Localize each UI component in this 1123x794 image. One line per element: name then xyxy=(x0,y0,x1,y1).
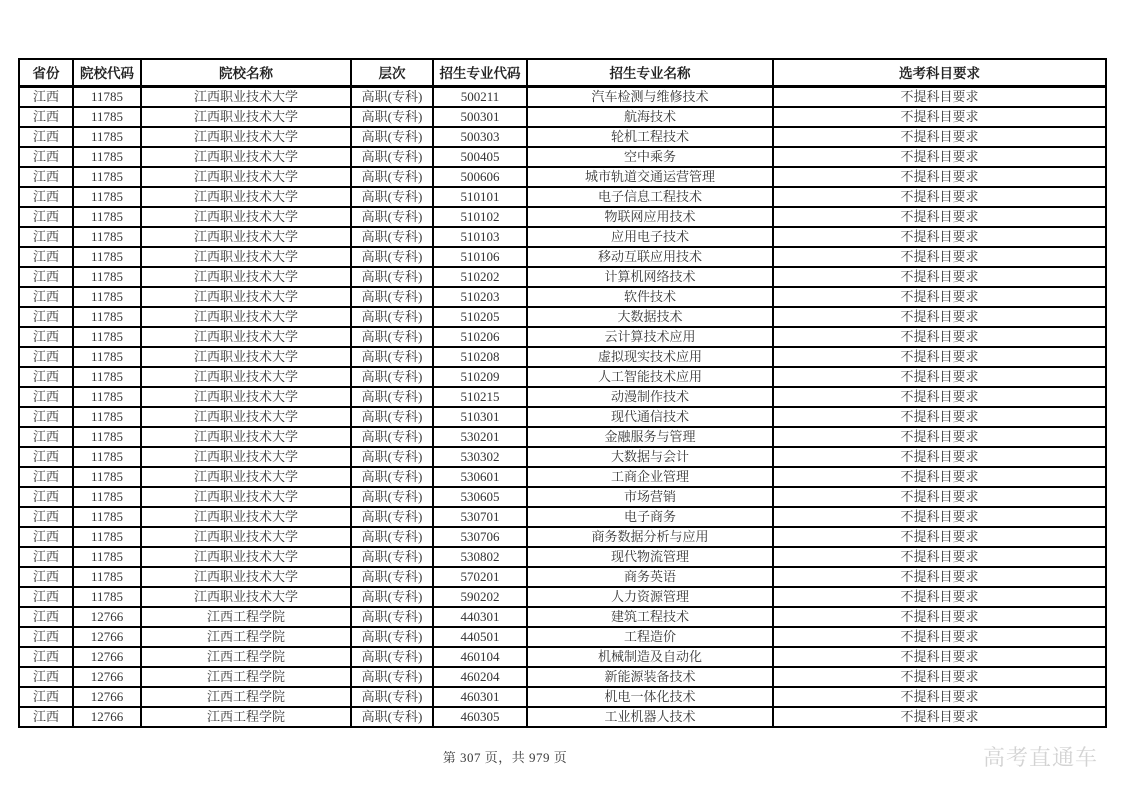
cell-province: 江西 xyxy=(19,127,73,147)
cell-institution-code: 11785 xyxy=(73,327,141,347)
cell-major-code: 570201 xyxy=(433,567,527,587)
cell-major-code: 510206 xyxy=(433,327,527,347)
cell-institution-code: 11785 xyxy=(73,86,141,107)
page-indicator: 第 307 页，共 979 页 xyxy=(442,750,568,765)
cell-province: 江西 xyxy=(19,607,73,627)
cell-major-name: 计算机网络技术 xyxy=(527,267,773,287)
cell-institution-code: 11785 xyxy=(73,187,141,207)
cell-major-code: 510215 xyxy=(433,387,527,407)
cell-subject-requirements: 不提科目要求 xyxy=(773,307,1106,327)
cell-province: 江西 xyxy=(19,167,73,187)
cell-province: 江西 xyxy=(19,227,73,247)
cell-major-code: 460305 xyxy=(433,707,527,727)
cell-major-code: 460204 xyxy=(433,667,527,687)
cell-major-name: 现代物流管理 xyxy=(527,547,773,567)
cell-institution-name: 江西职业技术大学 xyxy=(141,267,351,287)
cell-institution-name: 江西职业技术大学 xyxy=(141,427,351,447)
cell-institution-code: 11785 xyxy=(73,567,141,587)
table-row xyxy=(19,547,1106,567)
cell-level: 高职(专科) xyxy=(351,267,433,287)
table-row xyxy=(19,567,1106,587)
cell-subject-requirements: 不提科目要求 xyxy=(773,327,1106,347)
cell-major-code: 440301 xyxy=(433,607,527,627)
cell-institution-name: 江西职业技术大学 xyxy=(141,467,351,487)
cell-major-name: 移动互联应用技术 xyxy=(527,247,773,267)
column-header-level: 层次 xyxy=(351,59,433,86)
cell-institution-code: 12766 xyxy=(73,707,141,727)
cell-province: 江西 xyxy=(19,527,73,547)
table-row xyxy=(19,627,1106,647)
cell-institution-name: 江西职业技术大学 xyxy=(141,447,351,467)
cell-major-code: 510101 xyxy=(433,187,527,207)
cell-subject-requirements: 不提科目要求 xyxy=(773,407,1106,427)
cell-province: 江西 xyxy=(19,627,73,647)
cell-institution-code: 11785 xyxy=(73,107,141,127)
cell-institution-name: 江西职业技术大学 xyxy=(141,147,351,167)
cell-major-code: 530701 xyxy=(433,507,527,527)
cell-province: 江西 xyxy=(19,407,73,427)
cell-province: 江西 xyxy=(19,587,73,607)
cell-major-code: 510106 xyxy=(433,247,527,267)
cell-subject-requirements: 不提科目要求 xyxy=(773,367,1106,387)
cell-institution-code: 11785 xyxy=(73,347,141,367)
table-row xyxy=(19,367,1106,387)
cell-subject-requirements: 不提科目要求 xyxy=(773,527,1106,547)
cell-subject-requirements: 不提科目要求 xyxy=(773,287,1106,307)
cell-institution-code: 11785 xyxy=(73,207,141,227)
cell-subject-requirements: 不提科目要求 xyxy=(773,227,1106,247)
cell-institution-code: 11785 xyxy=(73,307,141,327)
table-row xyxy=(19,147,1106,167)
column-header-province: 省份 xyxy=(19,59,73,86)
cell-level: 高职(专科) xyxy=(351,147,433,167)
cell-level: 高职(专科) xyxy=(351,86,433,107)
cell-subject-requirements: 不提科目要求 xyxy=(773,667,1106,687)
cell-province: 江西 xyxy=(19,327,73,347)
cell-subject-requirements: 不提科目要求 xyxy=(773,387,1106,407)
cell-institution-name: 江西工程学院 xyxy=(141,707,351,727)
cell-institution-name: 江西职业技术大学 xyxy=(141,347,351,367)
table-row xyxy=(19,327,1106,347)
cell-province: 江西 xyxy=(19,207,73,227)
column-header-major-name: 招生专业名称 xyxy=(527,59,773,86)
admissions-majors-table xyxy=(18,58,1107,728)
cell-level: 高职(专科) xyxy=(351,167,433,187)
cell-major-code: 510208 xyxy=(433,347,527,367)
cell-major-name: 虚拟现实技术应用 xyxy=(527,347,773,367)
table-row xyxy=(19,247,1106,267)
cell-major-name: 机电一体化技术 xyxy=(527,687,773,707)
cell-province: 江西 xyxy=(19,427,73,447)
cell-institution-code: 11785 xyxy=(73,227,141,247)
cell-major-name: 航海技术 xyxy=(527,107,773,127)
cell-institution-name: 江西工程学院 xyxy=(141,687,351,707)
cell-institution-code: 11785 xyxy=(73,407,141,427)
cell-level: 高职(专科) xyxy=(351,567,433,587)
column-header-subject-requirements: 选考科目要求 xyxy=(773,59,1106,86)
cell-institution-name: 江西职业技术大学 xyxy=(141,247,351,267)
cell-subject-requirements: 不提科目要求 xyxy=(773,587,1106,607)
cell-institution-name: 江西职业技术大学 xyxy=(141,387,351,407)
cell-province: 江西 xyxy=(19,647,73,667)
cell-institution-name: 江西职业技术大学 xyxy=(141,507,351,527)
cell-institution-code: 11785 xyxy=(73,587,141,607)
cell-level: 高职(专科) xyxy=(351,407,433,427)
cell-institution-name: 江西工程学院 xyxy=(141,647,351,667)
table-row xyxy=(19,427,1106,447)
cell-major-name: 应用电子技术 xyxy=(527,227,773,247)
cell-level: 高职(专科) xyxy=(351,307,433,327)
table-row xyxy=(19,487,1106,507)
cell-major-code: 530201 xyxy=(433,427,527,447)
table-row xyxy=(19,227,1106,247)
cell-level: 高职(专科) xyxy=(351,707,433,727)
cell-level: 高职(专科) xyxy=(351,447,433,467)
table-row xyxy=(19,267,1106,287)
cell-major-name: 建筑工程技术 xyxy=(527,607,773,627)
cell-major-name: 电子信息工程技术 xyxy=(527,187,773,207)
cell-major-name: 动漫制作技术 xyxy=(527,387,773,407)
cell-institution-name: 江西职业技术大学 xyxy=(141,407,351,427)
cell-province: 江西 xyxy=(19,267,73,287)
cell-major-name: 工业机器人技术 xyxy=(527,707,773,727)
cell-level: 高职(专科) xyxy=(351,627,433,647)
table-row xyxy=(19,387,1106,407)
cell-major-name: 商务数据分析与应用 xyxy=(527,527,773,547)
cell-institution-code: 12766 xyxy=(73,647,141,667)
cell-institution-name: 江西职业技术大学 xyxy=(141,307,351,327)
cell-major-code: 500606 xyxy=(433,167,527,187)
cell-subject-requirements: 不提科目要求 xyxy=(773,427,1106,447)
cell-province: 江西 xyxy=(19,86,73,107)
cell-major-code: 500301 xyxy=(433,107,527,127)
cell-institution-code: 12766 xyxy=(73,627,141,647)
cell-institution-code: 11785 xyxy=(73,367,141,387)
cell-major-name: 汽车检测与维修技术 xyxy=(527,86,773,107)
cell-subject-requirements: 不提科目要求 xyxy=(773,187,1106,207)
cell-major-name: 大数据技术 xyxy=(527,307,773,327)
cell-province: 江西 xyxy=(19,447,73,467)
cell-institution-name: 江西职业技术大学 xyxy=(141,86,351,107)
table-row xyxy=(19,347,1106,367)
cell-province: 江西 xyxy=(19,107,73,127)
cell-subject-requirements: 不提科目要求 xyxy=(773,627,1106,647)
cell-major-name: 新能源装备技术 xyxy=(527,667,773,687)
cell-major-code: 510203 xyxy=(433,287,527,307)
cell-province: 江西 xyxy=(19,667,73,687)
cell-major-code: 510103 xyxy=(433,227,527,247)
cell-level: 高职(专科) xyxy=(351,507,433,527)
cell-level: 高职(专科) xyxy=(351,547,433,567)
table-row xyxy=(19,707,1106,727)
cell-institution-code: 11785 xyxy=(73,427,141,447)
cell-province: 江西 xyxy=(19,547,73,567)
table-row xyxy=(19,647,1106,667)
cell-institution-name: 江西工程学院 xyxy=(141,607,351,627)
cell-institution-name: 江西职业技术大学 xyxy=(141,287,351,307)
cell-institution-name: 江西职业技术大学 xyxy=(141,527,351,547)
cell-institution-name: 江西职业技术大学 xyxy=(141,487,351,507)
cell-province: 江西 xyxy=(19,367,73,387)
cell-level: 高职(专科) xyxy=(351,487,433,507)
cell-province: 江西 xyxy=(19,507,73,527)
cell-major-name: 物联网应用技术 xyxy=(527,207,773,227)
cell-subject-requirements: 不提科目要求 xyxy=(773,247,1106,267)
cell-level: 高职(专科) xyxy=(351,587,433,607)
cell-subject-requirements: 不提科目要求 xyxy=(773,207,1106,227)
cell-level: 高职(专科) xyxy=(351,247,433,267)
cell-province: 江西 xyxy=(19,307,73,327)
table-row xyxy=(19,407,1106,427)
cell-province: 江西 xyxy=(19,287,73,307)
cell-subject-requirements: 不提科目要求 xyxy=(773,447,1106,467)
table-row xyxy=(19,667,1106,687)
cell-level: 高职(专科) xyxy=(351,387,433,407)
cell-level: 高职(专科) xyxy=(351,347,433,367)
cell-institution-name: 江西职业技术大学 xyxy=(141,567,351,587)
cell-institution-name: 江西职业技术大学 xyxy=(141,367,351,387)
cell-institution-name: 江西职业技术大学 xyxy=(141,327,351,347)
table-row xyxy=(19,507,1106,527)
cell-institution-code: 11785 xyxy=(73,147,141,167)
cell-subject-requirements: 不提科目要求 xyxy=(773,567,1106,587)
table-row xyxy=(19,287,1106,307)
table-row xyxy=(19,587,1106,607)
cell-level: 高职(专科) xyxy=(351,187,433,207)
cell-subject-requirements: 不提科目要求 xyxy=(773,347,1106,367)
cell-subject-requirements: 不提科目要求 xyxy=(773,267,1106,287)
cell-major-code: 460301 xyxy=(433,687,527,707)
table-row xyxy=(19,467,1106,487)
cell-level: 高职(专科) xyxy=(351,327,433,347)
column-header-institution-name: 院校名称 xyxy=(141,59,351,86)
table-row xyxy=(19,127,1106,147)
cell-major-code: 440501 xyxy=(433,627,527,647)
cell-province: 江西 xyxy=(19,187,73,207)
cell-subject-requirements: 不提科目要求 xyxy=(773,507,1106,527)
cell-province: 江西 xyxy=(19,147,73,167)
cell-institution-code: 11785 xyxy=(73,527,141,547)
column-header-major-code: 招生专业代码 xyxy=(433,59,527,86)
watermark-brand: 高考直通车 xyxy=(983,745,1099,770)
table-body xyxy=(19,86,1106,727)
cell-level: 高职(专科) xyxy=(351,127,433,147)
cell-major-name: 人力资源管理 xyxy=(527,587,773,607)
cell-major-name: 云计算技术应用 xyxy=(527,327,773,347)
table-row xyxy=(19,107,1106,127)
cell-major-name: 大数据与会计 xyxy=(527,447,773,467)
cell-institution-code: 11785 xyxy=(73,127,141,147)
cell-major-code: 500303 xyxy=(433,127,527,147)
table-header-row xyxy=(19,59,1106,86)
cell-subject-requirements: 不提科目要求 xyxy=(773,647,1106,667)
cell-major-code: 530802 xyxy=(433,547,527,567)
cell-province: 江西 xyxy=(19,347,73,367)
cell-institution-code: 12766 xyxy=(73,667,141,687)
cell-major-name: 人工智能技术应用 xyxy=(527,367,773,387)
table-row xyxy=(19,86,1106,107)
cell-institution-name: 江西工程学院 xyxy=(141,667,351,687)
cell-institution-name: 江西职业技术大学 xyxy=(141,167,351,187)
cell-level: 高职(专科) xyxy=(351,427,433,447)
cell-institution-name: 江西职业技术大学 xyxy=(141,207,351,227)
table-row xyxy=(19,607,1106,627)
cell-level: 高职(专科) xyxy=(351,467,433,487)
table-row xyxy=(19,307,1106,327)
cell-institution-name: 江西职业技术大学 xyxy=(141,127,351,147)
cell-major-code: 530706 xyxy=(433,527,527,547)
cell-institution-code: 12766 xyxy=(73,607,141,627)
cell-institution-name: 江西职业技术大学 xyxy=(141,107,351,127)
cell-subject-requirements: 不提科目要求 xyxy=(773,547,1106,567)
cell-level: 高职(专科) xyxy=(351,287,433,307)
cell-level: 高职(专科) xyxy=(351,527,433,547)
cell-institution-code: 11785 xyxy=(73,487,141,507)
cell-province: 江西 xyxy=(19,687,73,707)
cell-major-code: 530302 xyxy=(433,447,527,467)
cell-subject-requirements: 不提科目要求 xyxy=(773,607,1106,627)
cell-institution-name: 江西职业技术大学 xyxy=(141,587,351,607)
cell-major-name: 软件技术 xyxy=(527,287,773,307)
cell-major-name: 现代通信技术 xyxy=(527,407,773,427)
cell-major-code: 510301 xyxy=(433,407,527,427)
table-row xyxy=(19,527,1106,547)
cell-province: 江西 xyxy=(19,567,73,587)
cell-level: 高职(专科) xyxy=(351,667,433,687)
cell-level: 高职(专科) xyxy=(351,227,433,247)
cell-institution-code: 11785 xyxy=(73,467,141,487)
table-row xyxy=(19,447,1106,467)
column-header-institution-code: 院校代码 xyxy=(73,59,141,86)
cell-major-name: 金融服务与管理 xyxy=(527,427,773,447)
cell-level: 高职(专科) xyxy=(351,647,433,667)
cell-province: 江西 xyxy=(19,487,73,507)
cell-major-code: 460104 xyxy=(433,647,527,667)
cell-subject-requirements: 不提科目要求 xyxy=(773,707,1106,727)
cell-institution-code: 11785 xyxy=(73,507,141,527)
cell-institution-name: 江西职业技术大学 xyxy=(141,187,351,207)
cell-province: 江西 xyxy=(19,247,73,267)
cell-institution-name: 江西工程学院 xyxy=(141,627,351,647)
cell-major-name: 机械制造及自动化 xyxy=(527,647,773,667)
cell-level: 高职(专科) xyxy=(351,687,433,707)
cell-level: 高职(专科) xyxy=(351,367,433,387)
cell-institution-name: 江西职业技术大学 xyxy=(141,227,351,247)
cell-major-code: 510202 xyxy=(433,267,527,287)
cell-major-code: 510102 xyxy=(433,207,527,227)
cell-subject-requirements: 不提科目要求 xyxy=(773,487,1106,507)
cell-subject-requirements: 不提科目要求 xyxy=(773,147,1106,167)
cell-institution-code: 11785 xyxy=(73,387,141,407)
table-row xyxy=(19,167,1106,187)
cell-subject-requirements: 不提科目要求 xyxy=(773,687,1106,707)
cell-major-name: 商务英语 xyxy=(527,567,773,587)
cell-level: 高职(专科) xyxy=(351,107,433,127)
cell-institution-code: 11785 xyxy=(73,287,141,307)
cell-province: 江西 xyxy=(19,387,73,407)
cell-major-name: 空中乘务 xyxy=(527,147,773,167)
cell-institution-code: 11785 xyxy=(73,547,141,567)
cell-subject-requirements: 不提科目要求 xyxy=(773,467,1106,487)
cell-major-name: 轮机工程技术 xyxy=(527,127,773,147)
cell-subject-requirements: 不提科目要求 xyxy=(773,127,1106,147)
cell-subject-requirements: 不提科目要求 xyxy=(773,107,1106,127)
cell-level: 高职(专科) xyxy=(351,607,433,627)
table-row xyxy=(19,207,1106,227)
table-row xyxy=(19,687,1106,707)
cell-province: 江西 xyxy=(19,707,73,727)
cell-major-name: 工程造价 xyxy=(527,627,773,647)
cell-major-code: 530605 xyxy=(433,487,527,507)
cell-major-name: 市场营销 xyxy=(527,487,773,507)
cell-province: 江西 xyxy=(19,467,73,487)
cell-major-code: 590202 xyxy=(433,587,527,607)
table-row xyxy=(19,187,1106,207)
cell-institution-code: 11785 xyxy=(73,167,141,187)
cell-institution-code: 11785 xyxy=(73,247,141,267)
cell-major-code: 500405 xyxy=(433,147,527,167)
cell-major-name: 城市轨道交通运营管理 xyxy=(527,167,773,187)
cell-major-code: 510209 xyxy=(433,367,527,387)
cell-institution-code: 11785 xyxy=(73,447,141,467)
cell-institution-code: 12766 xyxy=(73,687,141,707)
cell-major-code: 530601 xyxy=(433,467,527,487)
cell-major-name: 电子商务 xyxy=(527,507,773,527)
cell-major-code: 500211 xyxy=(433,86,527,107)
cell-major-code: 510205 xyxy=(433,307,527,327)
cell-institution-name: 江西职业技术大学 xyxy=(141,547,351,567)
cell-major-name: 工商企业管理 xyxy=(527,467,773,487)
cell-level: 高职(专科) xyxy=(351,207,433,227)
cell-institution-code: 11785 xyxy=(73,267,141,287)
cell-subject-requirements: 不提科目要求 xyxy=(773,86,1106,107)
cell-subject-requirements: 不提科目要求 xyxy=(773,167,1106,187)
